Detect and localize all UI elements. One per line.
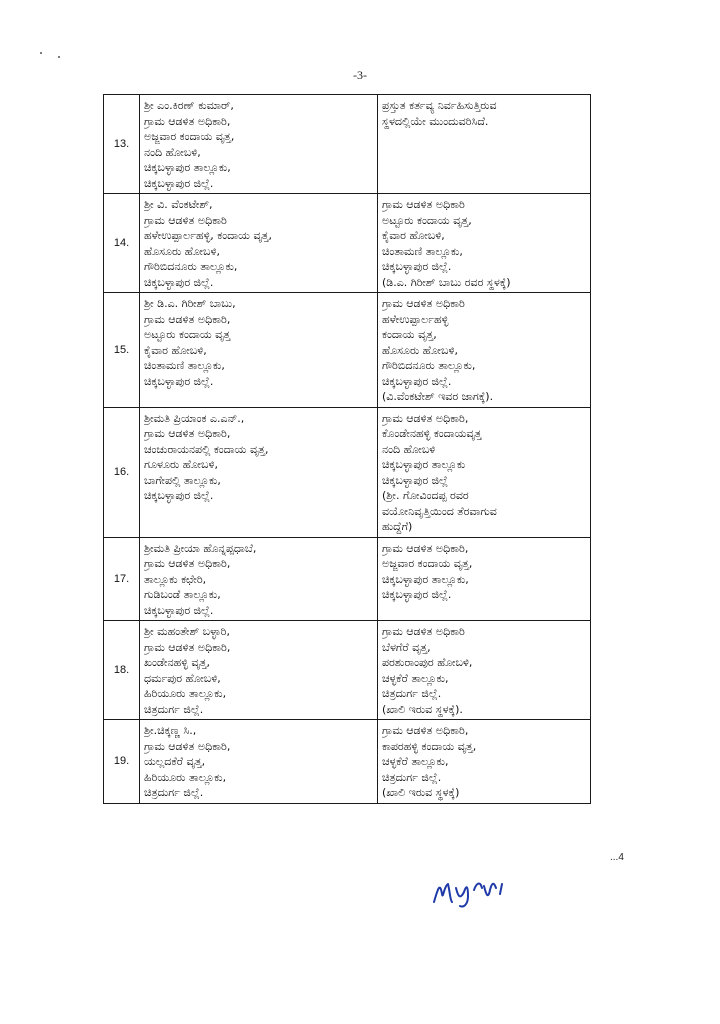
current-posting-cell [140,293,378,408]
new-posting-line: ನಂದಿ ಹೋಬಳಿ [382,442,436,456]
new-posting-line: ಗೌರಿಬಿದನೂರು ತಾಲ್ಲೂಕು, [382,359,476,372]
new-posting-line: ಬೆಳಗೆರೆ ವೃತ್ತ, [382,640,431,654]
scan-speck [58,56,60,58]
new-posting-line: ಕೈವಾರ ಹೋಬಳಿ, [382,229,445,242]
current-posting-line: ಚಿಂತಾಮಣಿ ತಾಲ್ಲೂಕು, [144,359,225,372]
new-posting-cell [378,621,591,720]
current-posting-line: ಚಂಚುರಾಯನಪಲ್ಲಿ ಕಂದಾಯ ವೃತ್ತ, [144,442,269,456]
new-posting-line: ಗ್ರಾಮ ಆಡಳಿತ ಅಧಿಕಾರಿ, [382,541,469,555]
new-posting-cell [378,194,591,293]
current-posting-line: ಅಟ್ಟೂರು ಕಂದಾಯ ವೃತ್ತ [144,328,231,341]
new-posting-line: ಗ್ರಾಮ ಆಡಳಿತ ಅಧಿಕಾರಿ, [382,411,469,425]
new-posting-line: ಪ್ರಸ್ತುತ ಕರ್ತವ್ಯ ನಿರ್ವಹಿಸುತ್ತಿರುವ [382,99,497,112]
current-posting-line: ಶ್ರೀ ವಿ. ವೆಂಕಟೇಶ್, [144,198,213,211]
transfer-order-table [103,94,591,804]
current-posting-line: ಗ್ರಾಮ ಆಡಳಿತ ಅಧಿಕಾರಿ, [144,640,231,654]
table-row [104,293,591,408]
current-posting-line: ಖಂಡೇನಹಳ್ಳಿ ವೃತ್ತ, [144,656,211,669]
current-posting-line: ಶ್ರೀಮತಿ ಪ್ರಿಯಾಂಕ ಎ.ಎನ್., [144,411,245,425]
new-posting-line: ಕೊಂಡೇನಹಳ್ಳಿ ಕಂದಾಯವೃತ್ತ [382,427,482,440]
table-row [104,194,591,293]
new-posting-line: ಕಂದಾಯ ವೃತ್ತ, [382,328,437,341]
current-posting-line: ಹೊಸೂರು ಹೋಬಳಿ, [144,244,220,258]
serial-number-cell: 13. [104,95,140,194]
new-posting-line: ಚಿಕ್ಕಬಳ್ಳಾಪುರ ಜಿಲ್ಲೆ. [382,260,452,273]
current-posting-line: ಗ್ರಾಮ ಆಡಳಿತ ಅಧಿಕಾರಿ, [144,114,231,128]
new-posting-line: ಸ್ಥಳದಲ್ಲಿಯೇ ಮುಂದುವರಿಸಿದೆ. [382,114,489,128]
current-posting-line: ಗೂಳೂರು ಹೋಬಳಿ, [144,458,218,471]
new-posting-line: ಹಳೇಉಪ್ಪಾರ್ಲಹಳ್ಳಿ [382,312,449,326]
new-posting-line: ಚಿತ್ರದುರ್ಗ ಜಿಲ್ಲೆ. [382,770,442,784]
new-posting-line: ಗ್ರಾಮ ಆಡಳಿತ ಅಧಿಕಾರಿ [382,297,465,310]
current-posting-cell [140,537,378,621]
current-posting-line: ಚಿಕ್ಕಬಳ್ಳಾಪುರ ಜಿಲ್ಲೆ. [144,603,214,617]
current-posting-line: ಶ್ರೀಮತಿ ಪ್ರೀಯಾ ಹೊನ್ನಪ್ಪಧಾಬೆ, [144,541,257,555]
current-posting-cell [140,95,378,194]
serial-number-cell: 14. [104,194,140,293]
current-posting-line: ಚಿತ್ರದುರ್ಗ ಜಿಲ್ಲೆ. [144,786,204,799]
current-posting-line: ಧರ್ಮಪುರ ಹೋಬಳಿ, [144,671,221,685]
serial-number-cell: 17. [104,537,140,621]
current-posting-line: ಚಿಕ್ಕಬಳ್ಳಾಪುರ ತಾಲ್ಲೂಕು, [144,161,231,174]
current-posting-line: ಚಿಕ್ಕಬಳ್ಳಾಪುರ ಜಿಲ್ಲೆ. [144,275,214,289]
current-posting-cell [140,407,378,537]
new-posting-line: (ಡಿ.ಎ. ಗಿರೀಶ್ ಬಾಬು ರವರ ಸ್ಥಳಕ್ಕೆ) [382,275,511,289]
table-row [104,720,591,804]
current-posting-line: ಅಜ್ಜವಾರ ಕಂದಾಯ ವೃತ್ತ, [144,130,235,143]
current-posting-line: ಚಿಕ್ಕಬಳ್ಳಾಪುರ ಜಿಲ್ಲೆ. [144,489,214,502]
new-posting-line: ಚಿಕ್ಕಬಳ್ಳಾಪುರ ತಾಲ್ಲೂಕು, [382,572,469,586]
new-posting-line: ಚಿತ್ರದುರ್ಗ ಜಿಲ್ಲೆ. [382,687,442,700]
new-posting-line: ಅಜ್ಜವಾರ ಕಂದಾಯ ವೃತ್ತ, [382,557,473,570]
new-posting-line: (ಖಾಲಿ ಇರುವ ಸ್ಥಳಕ್ಕೆ). [382,702,463,716]
serial-number-cell: 15. [104,293,140,408]
new-posting-line: ಚಿಂತಾಮಣಿ ತಾಲ್ಲೂಕು, [382,244,463,258]
new-posting-line: ಚಿಕ್ಕಬಳ್ಳಾಪುರ ಜಿಲ್ಲೆ [382,473,448,487]
new-posting-line: ಕಾಪರಹಳ್ಳಿ ಕಂದಾಯ ವೃತ್ತ, [382,739,477,753]
new-posting-line: ಹುದ್ದೆಗೆ) [382,520,413,533]
scan-speck [40,52,42,54]
current-posting-cell [140,194,378,293]
new-posting-line: ಗ್ರಾಮ ಆಡಳಿತ ಅಧಿಕಾರಿ [382,198,465,211]
current-posting-line: ಶ್ರೀ ಮಹಂತೇಶ್ ಬಳ್ಳಾರಿ, [144,625,230,638]
signature [430,870,550,910]
new-posting-line: ಚಿಕ್ಕಬಳ್ಳಾಪುರ ಜಿಲ್ಲೆ. [382,374,452,388]
table-body [104,95,591,804]
new-posting-line: ಹೊಸೂರು ಹೋಬಳಿ, [382,343,458,357]
current-posting-cell [140,621,378,720]
current-posting-line: ನಂದಿ ಹೋಬಳಿ, [144,145,201,159]
new-posting-line: ಚಿಕ್ಕಬಳ್ಳಾಪುರ ಜಿಲ್ಲೆ. [382,588,452,601]
current-posting-line: ಗೌರಿಬಿದನೂರು ತಾಲ್ಲೂಕು, [144,260,238,273]
new-posting-line: ಪರಶುರಾಂಪುರ ಹೋಬಳಿ, [382,656,473,669]
new-posting-cell [378,537,591,621]
current-posting-cell [140,720,378,804]
continued-marker: ...4 [610,852,624,863]
serial-number-cell: 18. [104,621,140,720]
new-posting-line: (ಶ್ರೀ. ಗೋವಿಂದಪ್ಪ ರವರ [382,489,469,502]
new-posting-cell [378,293,591,408]
current-posting-line: ಗುಡಿಬಂಡೆ ತಾಲ್ಲೂಕು, [144,588,221,601]
table-row [104,407,591,537]
new-posting-cell [378,95,591,194]
current-posting-line: ತಾಲ್ಲೂಕು ಕಛೇರಿ, [144,572,207,586]
current-posting-line: ಯಲ್ಲದಕೆರೆ ವೃತ್ತ, [144,755,206,768]
current-posting-line: ಗ್ರಾಮ ಆಡಳಿತ ಅಧಿಕಾರಿ, [144,312,231,326]
current-posting-line: ಹಿರಿಯೂರು ತಾಲ್ಲೂಕು, [144,770,227,784]
current-posting-line: ಗ್ರಾಮ ಆಡಳಿತ ಅಧಿಕಾರಿ, [144,427,231,440]
new-posting-line: ಗ್ರಾಮ ಆಡಳಿತ ಅಧಿಕಾರಿ, [382,724,469,737]
new-posting-line: ಗ್ರಾಮ ಆಡಳಿತ ಅಧಿಕಾರಿ [382,625,465,638]
table-row [104,621,591,720]
new-posting-line: ಚಳ್ಳಕೆರೆ ತಾಲ್ಲೂಕು, [382,755,449,768]
current-posting-line: ಕೈವಾರ ಹೋಬಳಿ, [144,343,207,357]
current-posting-line: ಚಿಕ್ಕಬಳ್ಳಾಪುರ ಜಿಲ್ಲೆ. [144,176,214,190]
current-posting-line: ಶ್ರೀ ಎಂ.ಕಿರಣ್ ಕುಮಾರ್, [144,99,234,112]
table-row [104,537,591,621]
current-posting-line: ಗ್ರಾಮ ಆಡಳಿತ ಅಧಿಕಾರಿ, [144,557,231,570]
new-posting-line: (ಖಾಲಿ ಇರುವ ಸ್ಥಳಕ್ಕೆ) [382,786,460,799]
table-row [104,95,591,194]
current-posting-line: ಗ್ರಾಮ ಆಡಳಿತ ಅಧಿಕಾರಿ [144,213,227,227]
current-posting-line: ಹಳೇಉಪ್ಪಾರ್ಲಹಳ್ಳಿ, ಕಂದಾಯ ವೃತ್ತ, [144,229,273,242]
new-posting-line: ಚಿಕ್ಕಬಳ್ಳಾಪುರ ತಾಲ್ಲೂಕು [382,458,466,471]
serial-number-cell: 19. [104,720,140,804]
page-number: -3- [353,68,367,82]
new-posting-line: ಅಟ್ಟೂರು ಕಂದಾಯ ವೃತ್ತ, [382,213,472,227]
new-posting-cell [378,407,591,537]
new-posting-line: ವಯೋನಿವೃತ್ತಿಯಿಂದ ತೆರವಾಗುವ [382,504,497,518]
current-posting-line: ಚಿತ್ರದುರ್ಗ ಜಿಲ್ಲೆ. [144,702,204,716]
current-posting-line: ಶ್ರೀ.ಚಿಕ್ಕಣ್ಣ ಸಿ., [144,724,197,737]
current-posting-line: ಚಿಕ್ಕಬಳ್ಳಾಪುರ ಜಿಲ್ಲೆ. [144,374,214,388]
new-posting-line: ಚಳ್ಳಕೆರೆ ತಾಲ್ಲೂಕು, [382,671,449,685]
current-posting-line: ಶ್ರೀ ಡಿ.ಎ. ಗಿರೀಶ್ ಬಾಬು, [144,297,236,310]
new-posting-cell [378,720,591,804]
current-posting-line: ಹಿರಿಯೂರು ತಾಲ್ಲೂಕು, [144,687,227,700]
current-posting-line: ಬಾಗೇಪಲ್ಲಿ ತಾಲ್ಲೂಕು, [144,473,221,487]
current-posting-line: ಗ್ರಾಮ ಆಡಳಿತ ಅಧಿಕಾರಿ, [144,739,231,753]
new-posting-line: (ವಿ.ವೆಂಕಟೇಶ್ ಇವರ ಜಾಗಕ್ಕೆ). [382,390,494,403]
serial-number-cell: 16. [104,407,140,537]
